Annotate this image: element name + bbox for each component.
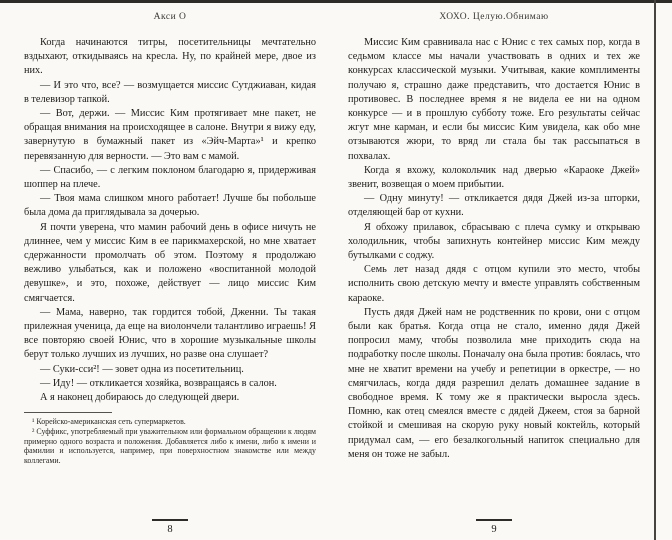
paragraph: — Иду! — откликается хозяйка, возвращаясь в салон. [40,377,277,389]
right-page-body [348,36,640,462]
footnote-divider [24,412,112,413]
footer-rule [476,519,512,521]
running-head-title: ХОХО. Целую.Обнимаю [439,12,549,22]
paragraph: — Суки-сси²! — зовет одна из посетительниц. [40,363,244,375]
footer-rule [152,519,188,521]
page-number-left: 8 [167,524,173,535]
paragraph: — Вот, держи. — Миссис Ким протягивает мне пакет, не обращая внимания на происходящее в салоне. Внутри я вижу еду, завернутую в бумажный пакет из «Эйч-Марта»¹ и крепко перевязанную для верности. — Это вам с мамой. [24,108,316,162]
paragraph: Я почти уверена, что мамин рабочий день в офисе ничуть не длиннее, чем у миссис Ким в ее парикмахерской, но мне хватает сдержанности промолчать об этом. Поэтому я продолжаю вежливо улыбаться, как и положено «воспитанной молодой девушке», и это, похоже, действует — лицо миссис Ким смягчается. [24,221,316,304]
paragraph: Когда начинаются титры, посетительницы мечтательно вздыхают, откидываясь на кресла. Ну, по крайней мере, двое из них. [24,37,316,77]
footnote-1: ¹ Корейско-американская сеть супермаркетов. [32,417,186,427]
left-page [24,3,316,540]
paragraph: Я обхожу прилавок, сбрасываю с плеча сумку и открываю холодильник, чтобы запихнуть контейнер миссис Ким между бутылками с соджу. [348,221,640,262]
right-page-footer [348,519,640,535]
paragraph: Семь лет назад дядя с отцом купили это место, чтобы исполнить свою детскую мечту и вместе управлять собственным караоке. [348,264,640,304]
paragraph: Пусть дядя Джей нам не родственник по крови, они с отцом были как братья. Когда отца не стало, именно дядя Джей попросил маму, чтобы позволила мне приходить сюда на подработку после школы. Поначалу она была против: боялась, что мне не хватит времени на учебу и репетиции в оркестре, — но смягчилась, когда дядя разрешил делать домашнее задание в свободное время. К тому же я практически выросла здесь. Помню, как отец смеялся вместе с дядей Джеем, стоя за барной стойкой и смешивая на скорую руку новый коктейль, который придумал сам, — его безалкогольный напиток специально для меня он тоже не забыл. [348,306,640,460]
left-page-footer [24,519,316,535]
paragraph: Миссис Ким сравнивала нас с Юнис с тех самых пор, когда в седьмом классе мы начали участвовать в одних и тех же конкурсах классической музыки. Учитывая, какие комплименты получаю я, страшно даже представить, что достается Юнис в противовес. В последнее время я не видела ее ни на одном конкурсе — и в прошлую субботу тоже. Его результаты сейчас жгут мне карман, и если бы миссис Ким увидела, как обо мне отзываются жюри, то вряд ли стала бы так рассыпаться в похвалах. [348,37,640,162]
paragraph: — И это что, все? — возмущается миссис Сутджиаван, кидая в телевизор тапкой. [24,79,316,105]
left-page-body [24,36,316,405]
paragraph: А я наконец добираюсь до следующей двери. [40,392,240,404]
footnote-2: ² Суффикс, употребляемый при уважительном или формальном обращении к людям примерно одного возраста и положения. Добавляется либо к имени, либо к имени и фамилии и используется, например, при поверхностном знакомстве или между коллегами. [24,426,316,466]
footnotes [24,417,316,466]
right-page [348,3,640,540]
book-page-edge-line [654,0,656,540]
paragraph: — Твоя мама слишком много работает! Лучше бы побольше была дома да приглядывала за дочерью. [24,193,316,219]
paragraph: — Мама, наверно, так гордится тобой, Дженни. Ты такая прилежная ученица, да еще на виолончели талантливо играешь! Я все повторяю своей Юнис, что в хорошие музыкальные школы берут только лучших из лучших, но разве она слушает? [24,306,316,361]
paragraph: Когда я вхожу, колокольчик над дверью «Караоке Джей» звенит, возвещая о моем прибытии. [348,164,640,191]
paragraph: — Спасибо, — с легким поклоном благодарю я, придерживая шоппер на плече. [24,164,316,191]
paragraph: — Одну минуту! — откликается дядя Джей из-за шторки, отделяющей бар от кухни. [348,193,640,219]
running-head-author: Акси О [153,12,187,22]
page-number-right: 9 [491,524,497,535]
